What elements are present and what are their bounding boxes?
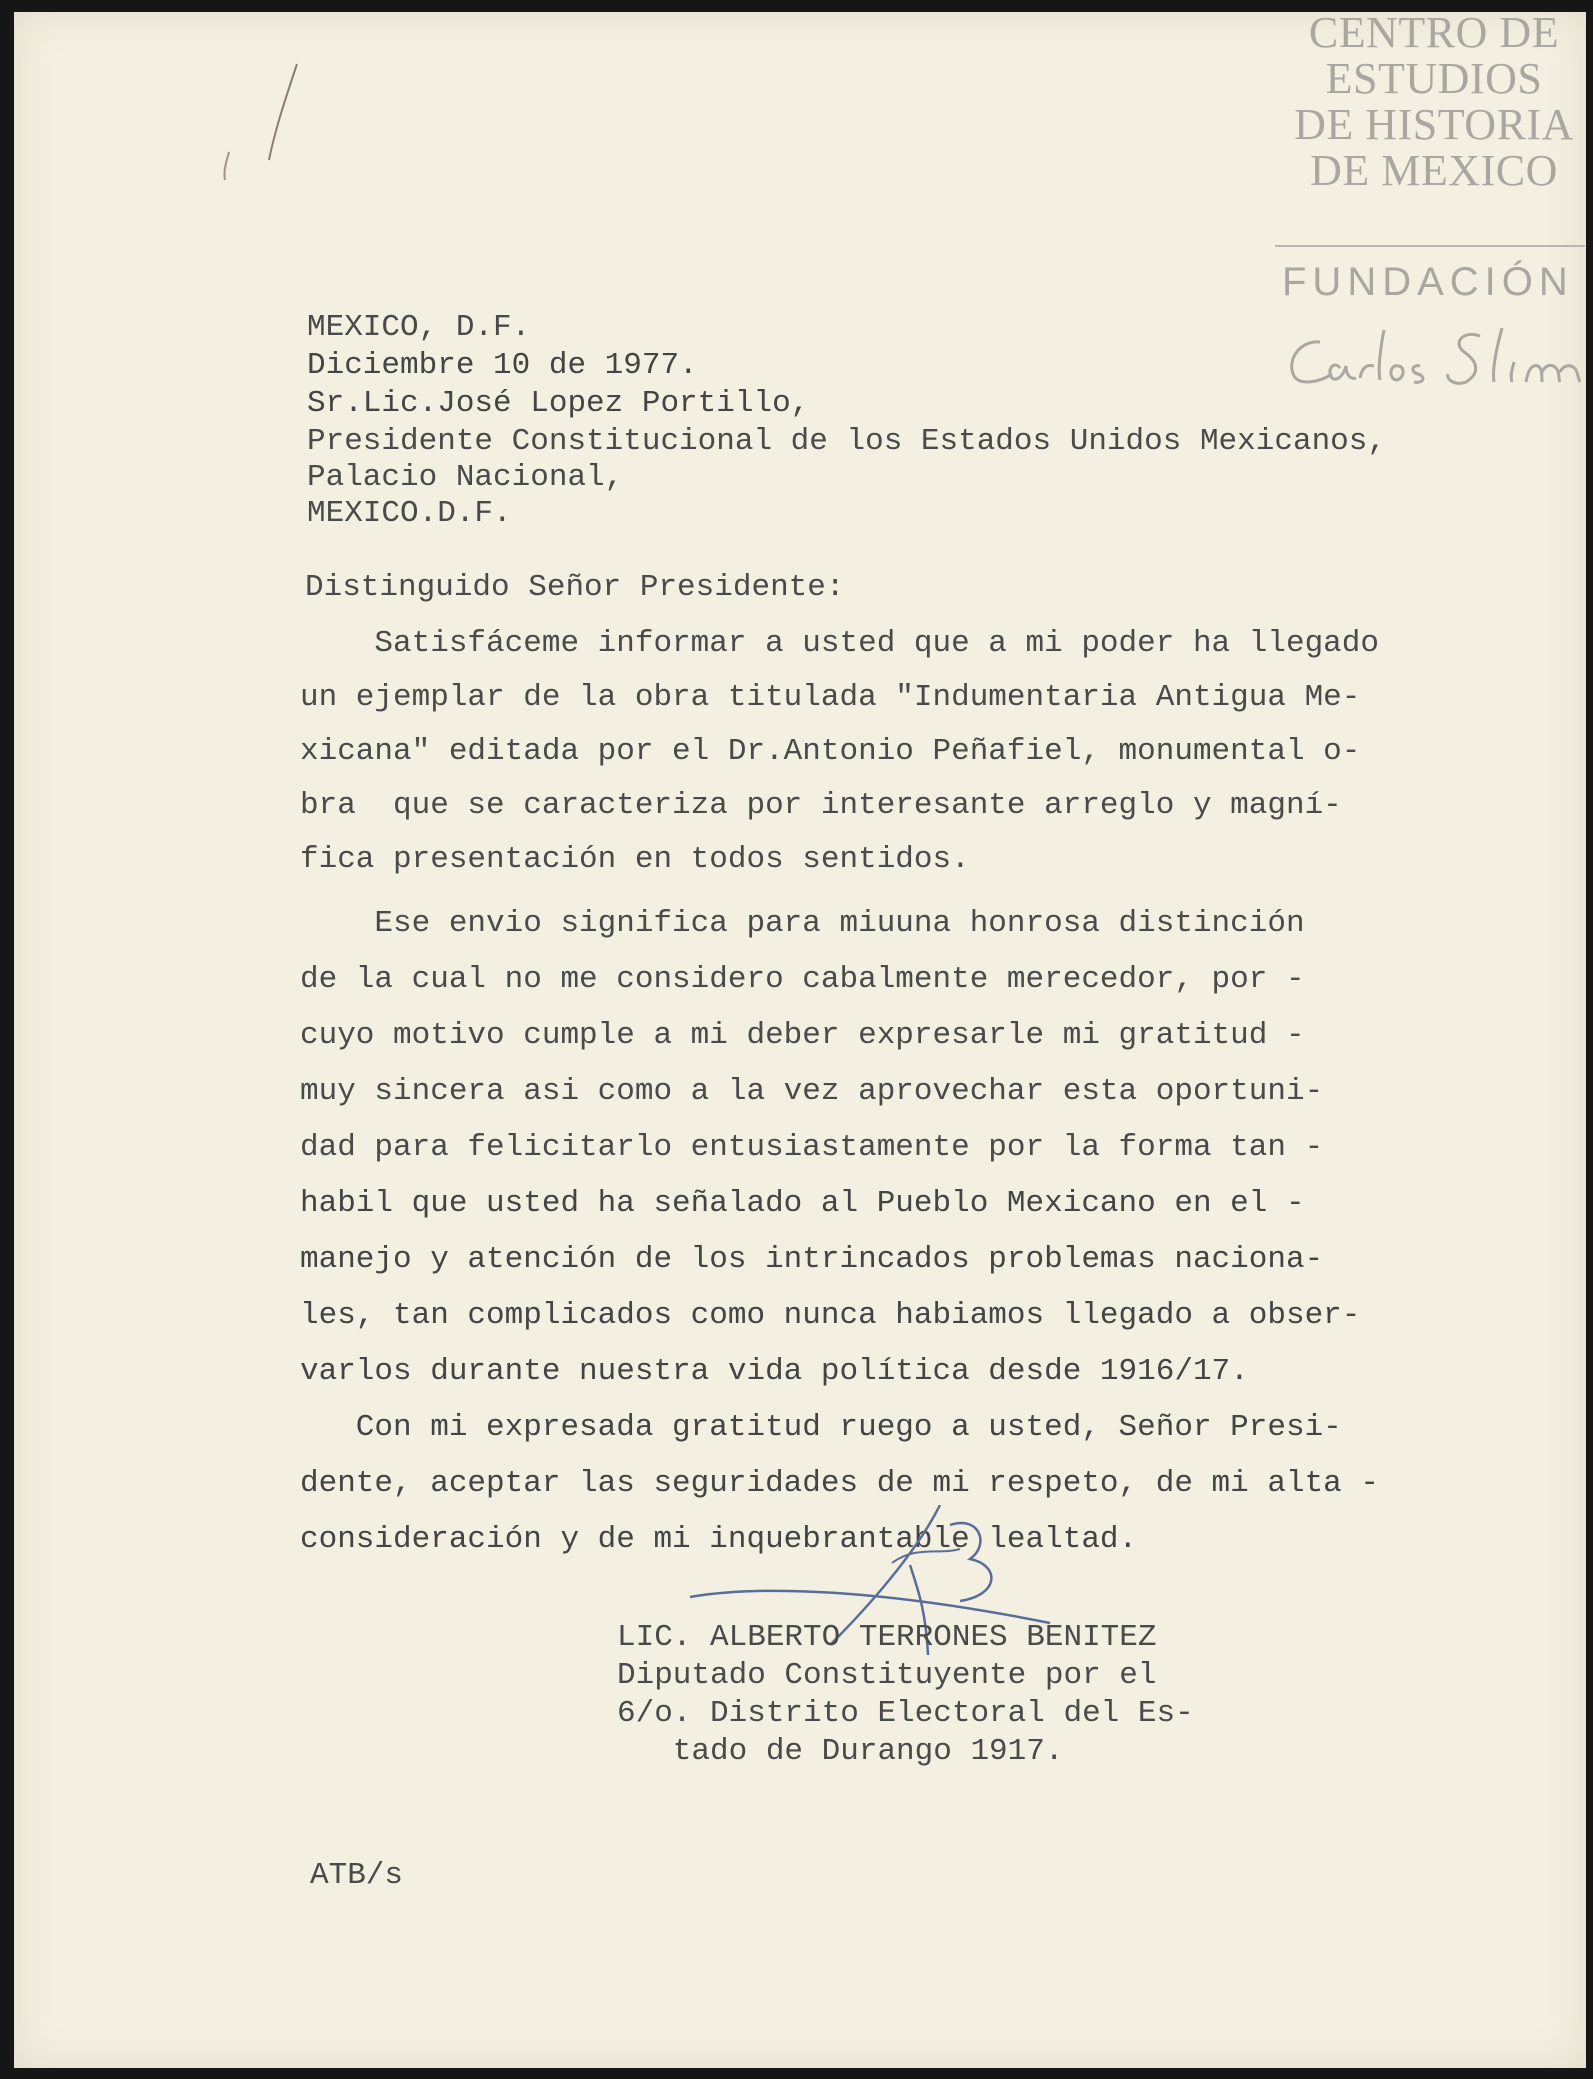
letter-date: Diciembre 10 de 1977. <box>307 348 698 383</box>
watermark-signature-logo <box>1280 320 1585 400</box>
body-line: de la cual no me considero cabalmente merecedor, por - <box>300 962 1305 997</box>
archive-watermark <box>1275 10 1593 194</box>
body-line: les, tan complicados como nunca habiamos llegado a obser- <box>300 1298 1361 1333</box>
body-line: un ejemplar de la obra titulada "Indumentaria Antigua Me- <box>300 680 1361 715</box>
body-line: fica presentación en todos sentidos. <box>300 842 970 877</box>
signer-name: LIC. ALBERTO TERRONES BENITEZ <box>617 1620 1157 1655</box>
body-line: muy sincera asi como a la vez aprovechar esta oportuni- <box>300 1074 1324 1109</box>
signer-state: tado de Durango 1917. <box>617 1734 1064 1769</box>
watermark-foundation: FUNDACIÓN <box>1282 260 1574 304</box>
watermark-line: DE HISTORIA <box>1294 100 1574 149</box>
body-line: bra que se caracteriza por interesante arreglo y magní- <box>300 788 1342 823</box>
typist-initials: ATB/s <box>310 1858 404 1893</box>
letter-city: MEXICO, D.F. <box>307 310 531 345</box>
body-line: varlos durante nuestra vida política desde 1916/17. <box>300 1354 1249 1389</box>
watermark-line: ESTUDIOS <box>1325 54 1543 103</box>
watermark-divider <box>1275 245 1585 247</box>
watermark-line: CENTRO DE <box>1308 8 1560 57</box>
recipient-title: Presidente Constitucional de los Estados Unidos Mexicanos, <box>307 424 1386 459</box>
body-line: consideración y de mi inquebrantable lealtad. <box>300 1522 1138 1557</box>
watermark-line: DE MEXICO <box>1310 146 1558 195</box>
body-line: dente, aceptar las seguridades de mi respeto, de mi alta - <box>300 1466 1379 1501</box>
pencil-mark-icon <box>215 60 305 190</box>
body-line: habil que usted ha señalado al Pueblo Mexicano en el - <box>300 1186 1305 1221</box>
salutation: Distinguido Señor Presidente: <box>305 570 845 605</box>
body-line: manejo y atención de los intrincados problemas naciona- <box>300 1242 1324 1277</box>
recipient-place: Palacio Nacional, <box>307 460 624 495</box>
body-line: cuyo motivo cumple a mi deber expresarle mi gratitud - <box>300 1018 1305 1053</box>
body-line: Con mi expresada gratitud ruego a usted, Señor Presi- <box>300 1410 1342 1445</box>
body-line: dad para felicitarlo entusiastamente por la forma tan - <box>300 1130 1324 1165</box>
recipient-name: Sr.Lic.José Lopez Portillo, <box>307 386 810 421</box>
body-line: Satisfáceme informar a usted que a mi poder ha llegado <box>300 626 1379 661</box>
body-line: Ese envio significa para miuuna honrosa distinción <box>300 906 1305 941</box>
signer-position: Diputado Constituyente por el <box>617 1658 1157 1693</box>
body-line: xicana" editada por el Dr.Antonio Peñafiel, monumental o- <box>300 734 1361 769</box>
recipient-city: MEXICO.D.F. <box>307 496 512 531</box>
signer-district: 6/o. Distrito Electoral del Es- <box>617 1696 1194 1731</box>
